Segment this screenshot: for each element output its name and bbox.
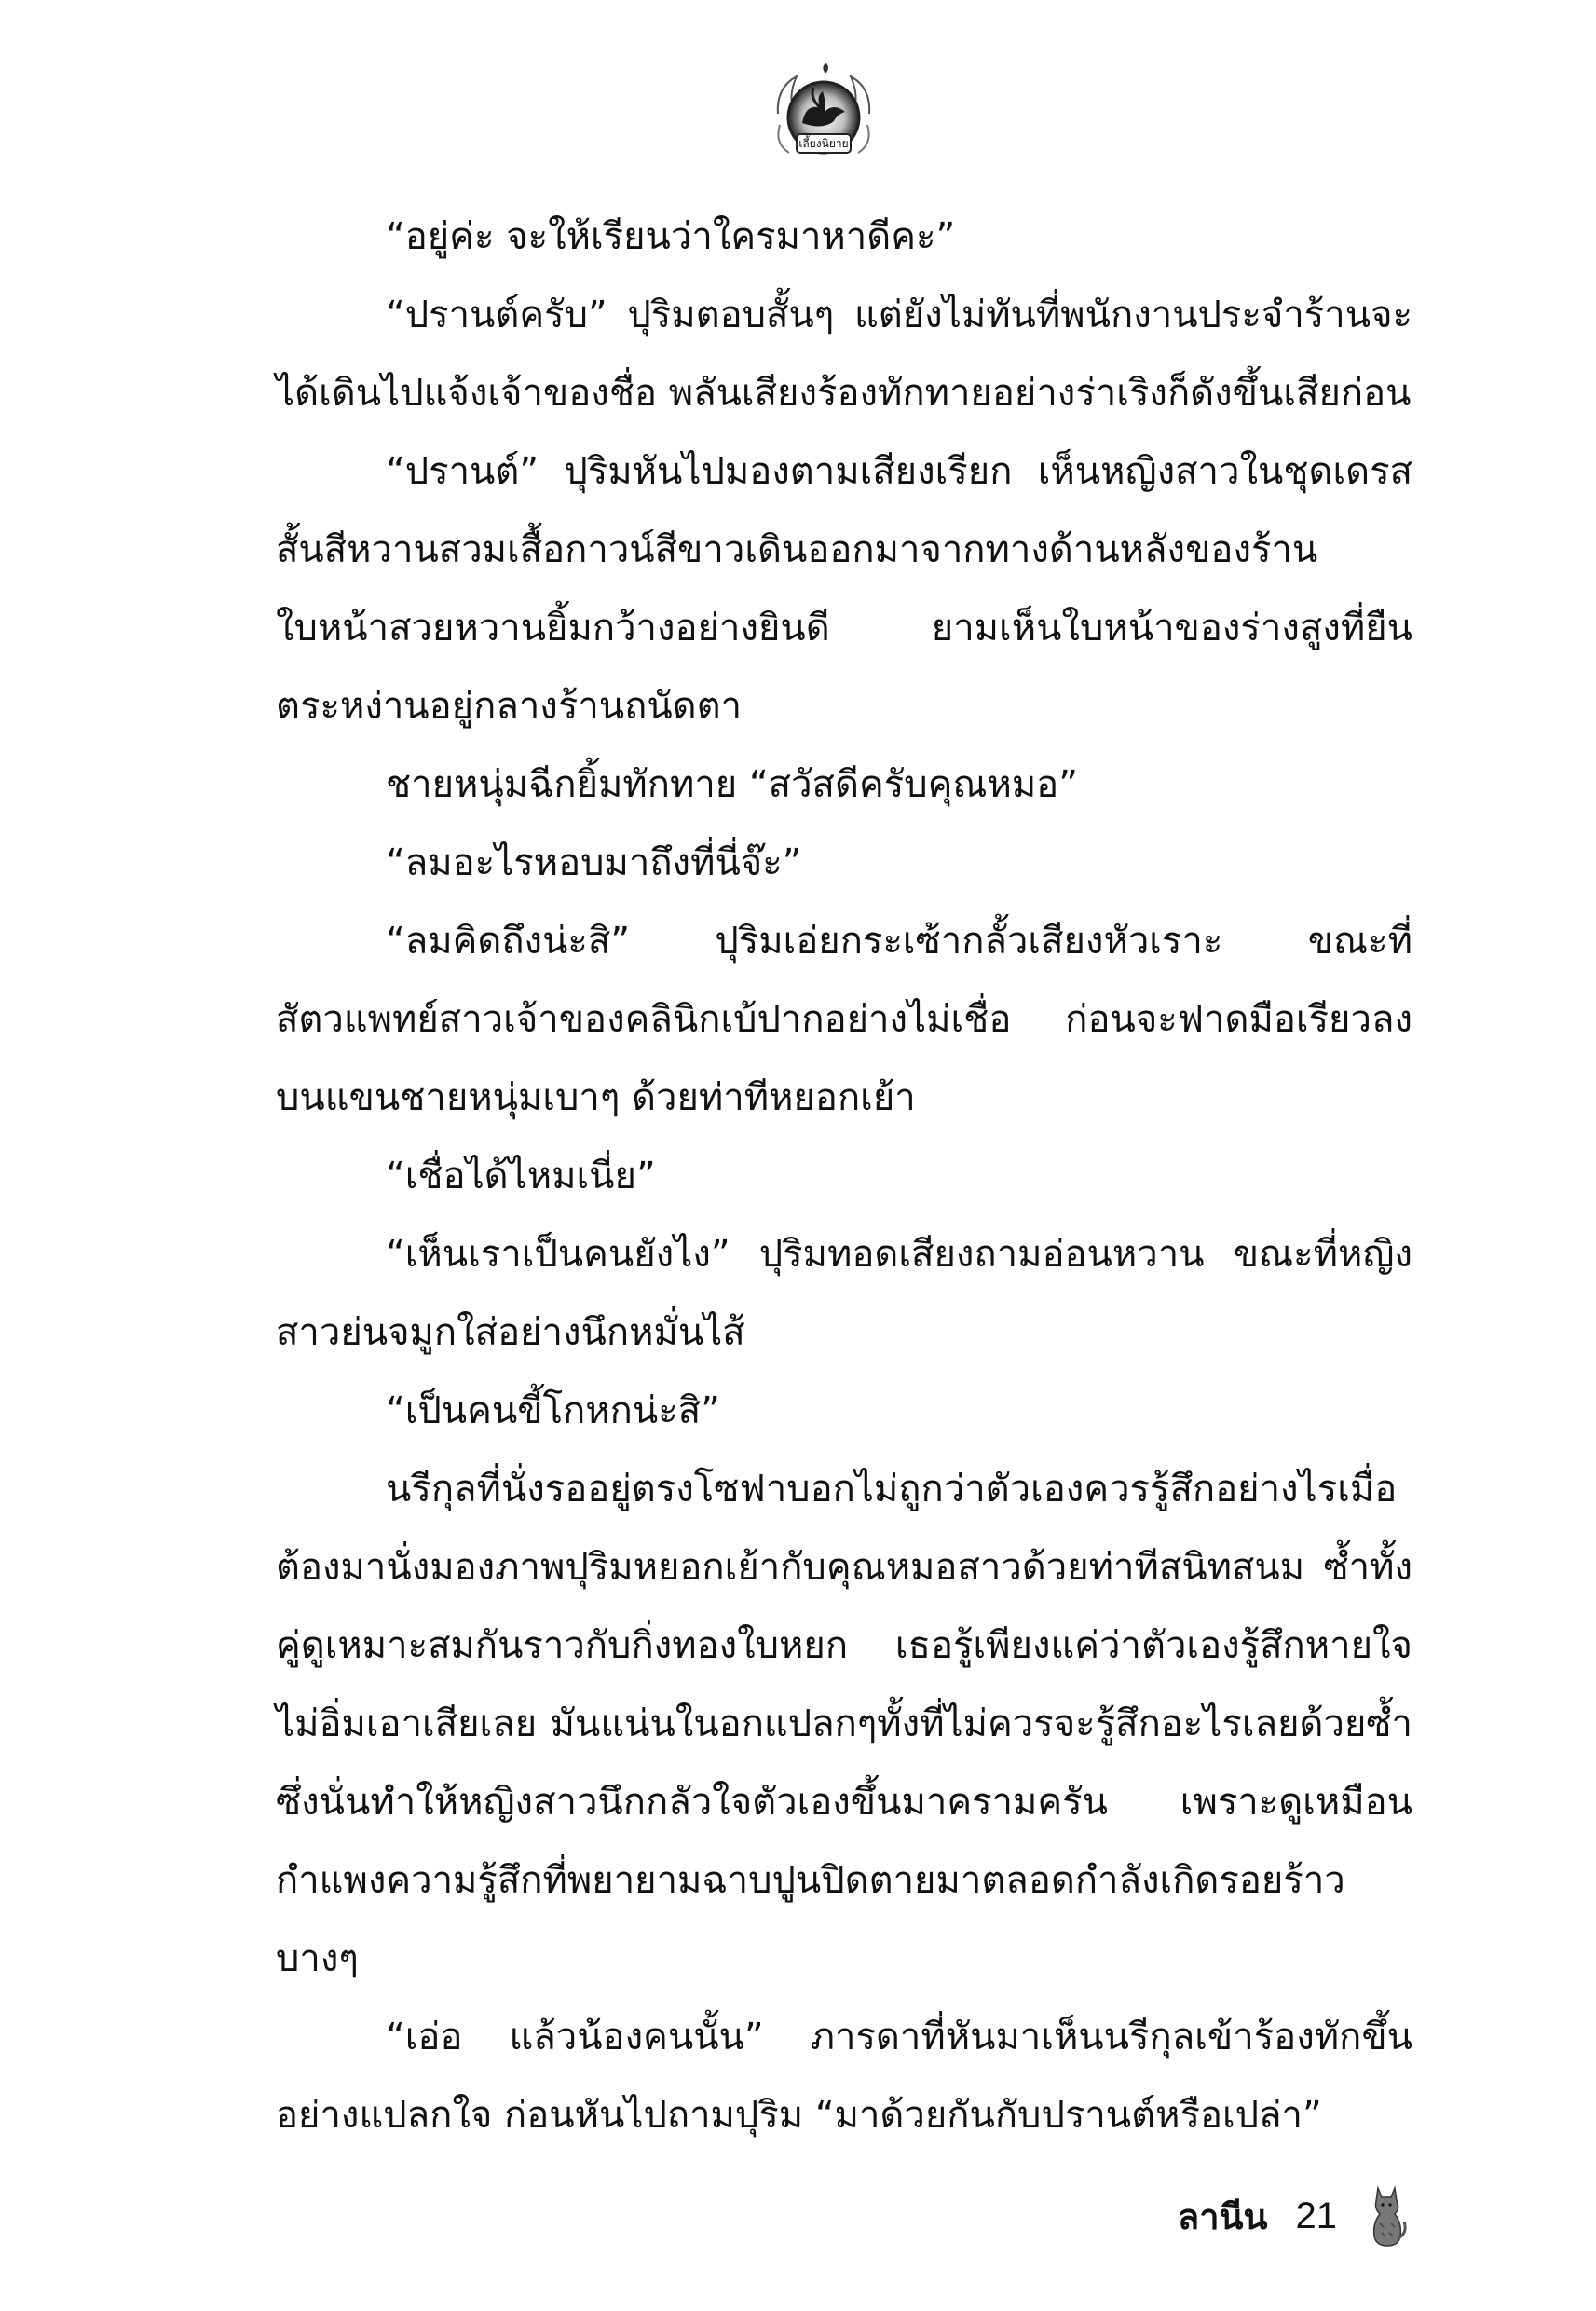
body-text <box>276 198 1412 2154</box>
paragraph: ชายหนุ่มฉีกยิ้มทักทาย “สวัสดีครับคุณหมอ” <box>386 763 1078 806</box>
paragraph: “ลมอะไรหอบมาถึงที่นี่จ๊ะ” <box>386 841 802 884</box>
paragraph: “ปรานต์ครับ” ปุริมตอบสั้นๆ แต่ยังไม่ทันที่พนักงานประจำร้านจะได้เดินไปแจ้งเจ้าของชื่อ พลันเสียงร้องทักทายอย่างร่าเริงก็ดังขึ้นเสียก่อน <box>276 294 1412 415</box>
paragraph: “อยู่ค่ะ จะให้เรียนว่าใครมาหาดีคะ” <box>386 215 956 258</box>
page-number: 21 <box>1295 2195 1337 2236</box>
paragraph: “ปรานต์” ปุริมหันไปมองตามเสียงเรียก เห็นหญิงสาวในชุดเดรสสั้นสีหวานสวมเสื้อกาวน์สีขาวเดินออกมาจากทางด้านหลังของร้าน ใบหน้าสวยหวานยิ้มกว้างอย่างยินดี ยามเห็นใบหน้าของร่างสูงที่ยืนตระหง่านอยู่กลางร้านถนัดตา <box>276 450 1412 728</box>
logo-text: เลี้ยงนิยาย <box>798 137 849 150</box>
swan-emblem-icon <box>769 60 879 170</box>
paragraph: นรีกุลที่นั่งรออยู่ตรงโซฟาบอกไม่ถูกว่าตัวเองควรรู้สึกอย่างไรเมื่อต้องมานั่งมองภาพปุริมหยอกเย้ากับคุณหมอสาวด้วยท่าทีสนิทสนม ซ้ำทั้งคู่ดูเหมาะสมกันราวกับกิ่งทองใบหยก เธอรู้เพียงแค่ว่าตัวเองรู้สึกหายใจไม่อิ่มเอาเสียเลย มันแน่นในอกแปลกๆทั้งที่ไม่ควรจะรู้สึกอะไรเลยด้วยซ้ำ ซึ่งนั่นทำให้หญิงสาวนึกกลัวใจตัวเองขึ้นมาครามครัน เพราะดูเหมือนกำแพงความรู้สึกที่พยายามฉาบปูนปิดตายมาตลอดกำลังเกิดรอยร้าวบางๆ <box>276 1468 1412 1980</box>
paragraph: “เป็นคนขี้โกหกน่ะสิ” <box>386 1389 720 1432</box>
page-footer <box>1178 2179 1410 2253</box>
cat-icon <box>1365 2182 1410 2249</box>
paragraph: “เห็นเราเป็นคนยังไง” ปุริมทอดเสียงถามอ่อนหวาน ขณะที่หญิงสาวย่นจมูกใส่อย่างนึกหมั่นไส้ <box>276 1233 1412 1354</box>
paragraph: “เชื่อได้ไหมเนี่ย” <box>386 1155 656 1197</box>
book-title: ลานีน <box>1177 2195 1268 2237</box>
paragraph: “เอ่อ แล้วน้องคนนั้น” ภารดาที่หันมาเห็นนรีกุลเข้าร้องทักขึ้นอย่างแปลกใจ ก่อนหันไปถามปุริม “มาด้วยกันกับปรานต์หรือเปล่า” <box>276 2016 1412 2137</box>
paragraph: “ลมคิดถึงน่ะสิ” ปุริมเอ่ยกระเซ้ากลั้วเสียงหัวเราะ ขณะที่สัตวแพทย์สาวเจ้าของคลินิกเบ้ปากอย่างไม่เชื่อ ก่อนจะฟาดมือเรียวลงบนแขนชายหนุ่มเบาๆ ด้วยท่าทีหยอกเย้า <box>276 920 1412 1119</box>
